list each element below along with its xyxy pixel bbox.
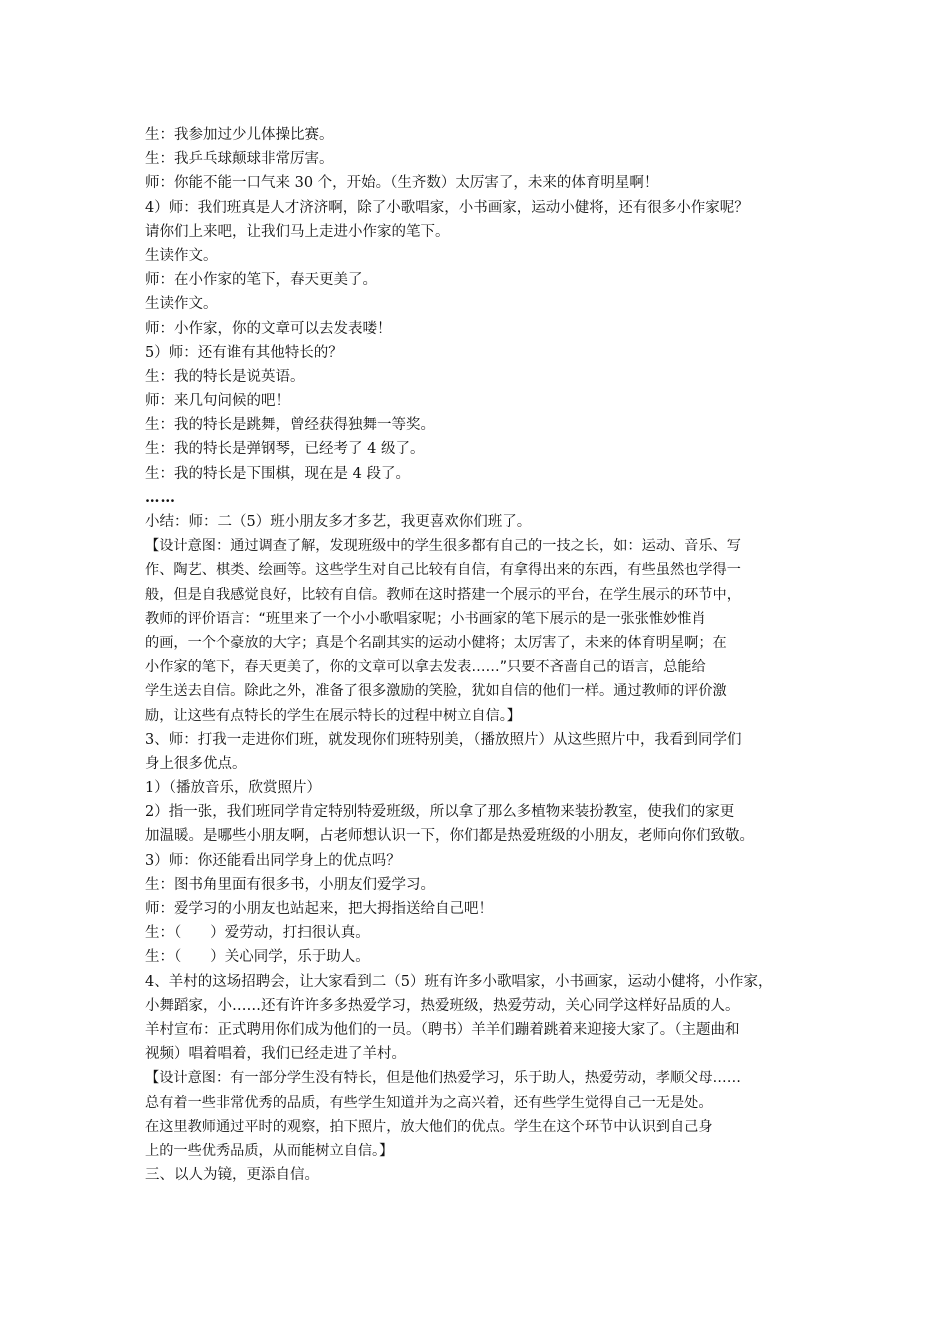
design-intent-line: 作、陶艺、棋类、绘画等。这些学生对自己比较有自信，有拿得出来的东西，有些虽然也学得一 [145, 562, 741, 579]
design-intent-line: 励，让这些有点特长的学生在展示特长的过程中树立自信。】 [145, 707, 521, 724]
text-line: 师：来几句问候的吧！ [145, 393, 290, 410]
design-intent-line: 小作家的笔下，春天更美了，你的文章可以拿去发表……”只要不吝啬自己的语言，总能给 [145, 659, 706, 676]
text-line: 3）师：你还能看出同学身上的优点吗？ [145, 852, 401, 869]
document-body [145, 123, 825, 1187]
design-intent-line: 学生送去自信。除此之外，准备了很多激励的笑脸，犹如自信的他们一样。通过教师的评价激 [145, 683, 727, 700]
text-line: 1）（播放音乐，欣赏照片） [145, 780, 321, 797]
text-line: 生：我的特长是弹钢琴，已经考了 4 级了。 [145, 441, 425, 458]
text-line: 三、以人为镜，更添自信。 [145, 1167, 319, 1184]
text-line: 生：（ ）爱劳动，打扫很认真。 [145, 925, 370, 942]
text-line: 小舞蹈家，小……还有许许多多热爱学习，热爱班级，热爱劳动，关心同学这样好品质的人。 [145, 997, 740, 1014]
text-line: 5）师：还有谁有其他特长的？ [145, 344, 343, 361]
text-line: 生：图书角里面有很多书，小朋友们爱学习。 [145, 876, 435, 893]
text-line: 生：我的特长是下围棋，现在是 4 段了。 [145, 465, 410, 482]
text-line: 生：我的特长是说英语。 [145, 368, 305, 385]
design-intent-line: 般，但是自我感觉良好，比较有自信。教师在这时搭建一个展示的平台，在学生展示的环节中， [145, 586, 741, 603]
text-line: 4、羊村的这场招聘会，让大家看到二（5）班有许多小歌唱家，小书画家，运动小健将，小作家， [145, 973, 773, 990]
design-intent-line: 上的一些优秀品质，从而能树立自信。】 [145, 1142, 394, 1159]
text-line: 师：爱学习的小朋友也站起来，把大拇指送给自己吧！ [145, 901, 493, 917]
text-line: 师：在小作家的笔下，春天更美了。 [145, 272, 377, 289]
text-line: 加温暖。是哪些小朋友啊，占老师想认识一下，你们都是热爱班级的小朋友，老师向你们致敬。 [145, 828, 754, 845]
text-line: 师：小作家，你的文章可以去发表喽！ [145, 320, 392, 337]
text-line: 生：我的特长是跳舞，曾经获得独舞一等奖。 [145, 417, 435, 434]
text-line: 身上很多优点。 [145, 755, 247, 772]
text-line: 生：我参加过少儿体操比赛。 [145, 127, 334, 143]
text-line: 2）指一张，我们班同学肯定特别特爱班级，所以拿了那么多植物来装扮教室，使我们的家更 [145, 804, 735, 821]
text-line: 小结：师：二（5）班小朋友多才多艺，我更喜欢你们班了。 [145, 514, 532, 530]
text-line: 3、师：打我一走进你们班，就发现你们班特别美，（播放照片）从这些照片中，我看到同学们 [145, 731, 742, 748]
text-line: 生：我乒乓球颠球非常厉害。 [145, 151, 334, 168]
design-intent-line: 总有着一些非常优秀的品质，有些学生知道并为之高兴着，还有些学生觉得自己一无是处。 [145, 1094, 713, 1111]
design-intent-line: 教师的评价语言：“班里来了一个小小歌唱家呢；小书画家的笔下展示的是一张张惟妙惟肖 [145, 610, 706, 627]
text-line: 生：（ ）关心同学，乐于助人。 [145, 949, 370, 966]
text-line: 请你们上来吧，让我们马上走进小作家的笔下。 [145, 223, 450, 240]
text-line: 生读作文。 [145, 247, 218, 264]
design-intent-line: 【设计意图：有一部分学生没有特长，但是他们热爱学习，乐于助人，热爱劳动，孝顺父母…… [145, 1070, 741, 1087]
design-intent-line: 的画，一个个豪放的大字；真是个名副其实的运动小健将；太厉害了，未来的体育明星啊；在 [145, 634, 727, 651]
text-line: 生读作文。 [145, 296, 218, 313]
text-line: 羊村宣布：正式聘用你们成为他们的一员。（聘书）羊羊们蹦着跳着来迎接大家了。（主题曲和 [145, 1021, 740, 1038]
text-line: 师：你能不能一口气来 30 个，开始。（生齐数）太厉害了，未来的体育明星啊！ [145, 175, 659, 192]
text-line: 视频）唱着唱着，我们已经走进了羊村。 [145, 1046, 406, 1063]
design-intent-line: 在这里教师通过平时的观察，拍下照片，放大他们的优点。学生在这个环节中认识到自己身 [145, 1118, 713, 1135]
design-intent-line: 【设计意图：通过调查了解，发现班级中的学生很多都有自己的一技之长，如：运动、音乐、写 [145, 538, 741, 555]
text-line: …… [145, 488, 176, 506]
text-line: 4）师：我们班真是人才济济啊，除了小歌唱家，小书画家，运动小健将，还有很多小作家呢？ [145, 199, 749, 216]
